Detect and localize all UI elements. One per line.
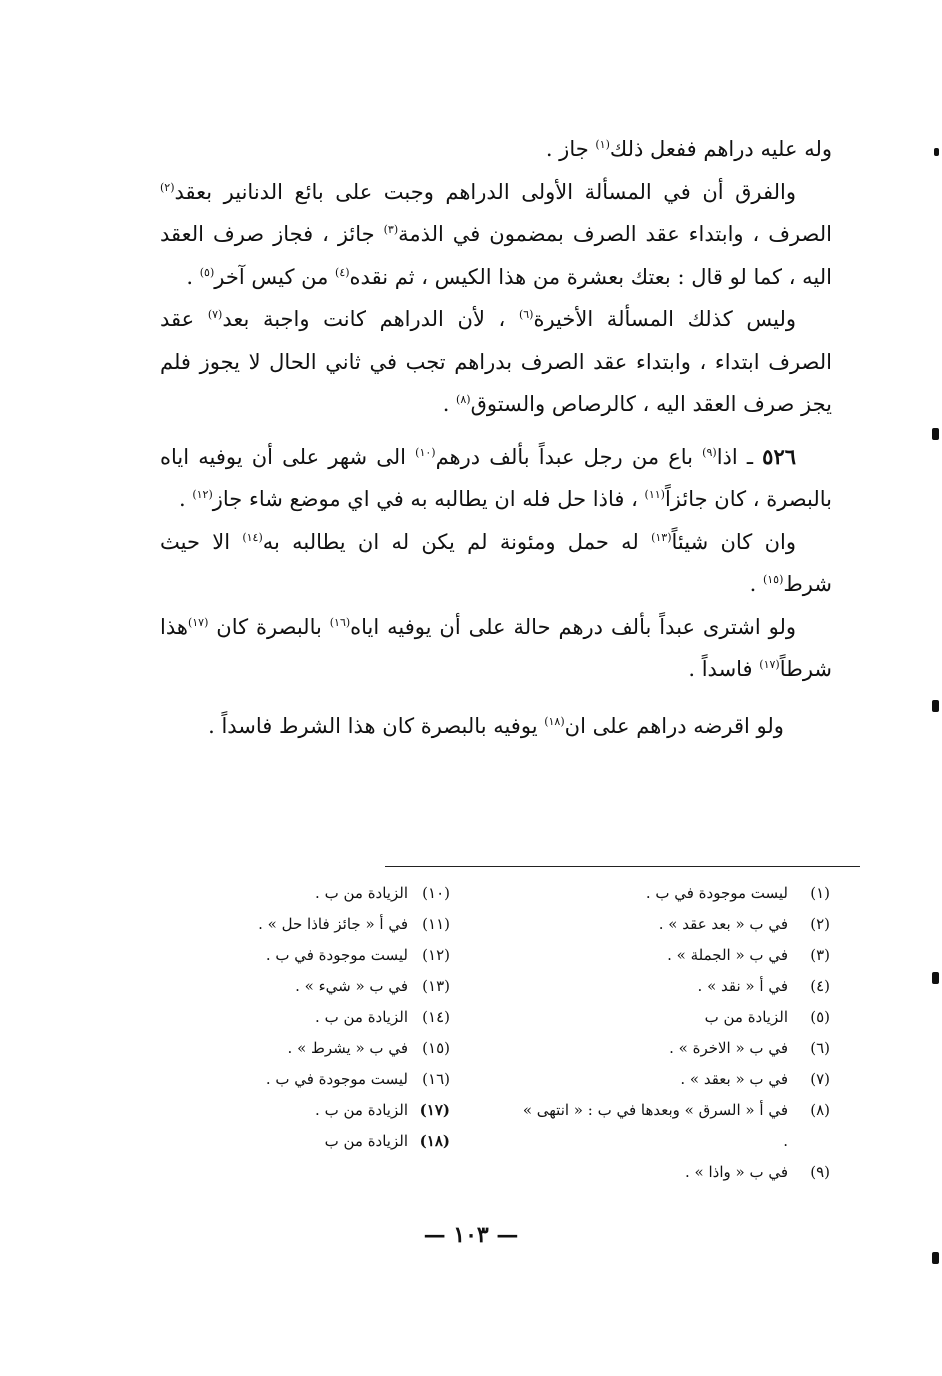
text-run: الصرف ، وابتداء عقد الصرف بمضمون في الذمة bbox=[398, 222, 832, 246]
footnote-number: (١) bbox=[810, 884, 830, 902]
footnote-ref: (١٥) bbox=[762, 573, 784, 586]
text-run: هذا شرطاً bbox=[160, 614, 832, 681]
footnote-ref: (١٠) bbox=[415, 445, 436, 459]
footnote-text: الزيادة من ب . bbox=[315, 1101, 408, 1119]
text-run: له حمل ومئونة لم يكن له ان يطالبه به bbox=[262, 529, 652, 554]
scan-edge-mark bbox=[932, 1252, 939, 1264]
footnote-ref: (٨) bbox=[456, 393, 471, 406]
footnote-ref: (٩) bbox=[702, 445, 717, 459]
footnote-text: في ب « بعقد » . bbox=[680, 1070, 788, 1088]
footnote-text: الزيادة من ب bbox=[324, 1132, 408, 1150]
footnote-item bbox=[520, 1002, 830, 1033]
text-run: جاز . bbox=[545, 137, 596, 161]
footnote-item bbox=[210, 1126, 450, 1157]
footnote-ref: (٣) bbox=[383, 223, 399, 236]
text-run: . bbox=[442, 392, 457, 416]
footnote-ref: (٤) bbox=[335, 265, 350, 279]
footnote-text: ليست موجودة في ب . bbox=[265, 1070, 408, 1088]
footnote-number: (٤) bbox=[810, 977, 830, 995]
footnote-text: في ب « الجملة » . bbox=[667, 946, 788, 964]
footnote-item bbox=[520, 940, 830, 971]
footnote-ref: (٢) bbox=[160, 180, 175, 194]
footnote-item bbox=[520, 878, 830, 909]
footnotes-left-column bbox=[210, 878, 450, 1157]
text-run: ـ اذا bbox=[716, 444, 763, 469]
footnote-ref: (١٨) bbox=[544, 714, 565, 728]
paragraph-5 bbox=[160, 521, 832, 606]
footnote-item bbox=[520, 971, 830, 1002]
footnote-number: (٣) bbox=[810, 946, 830, 964]
footnote-ref: (١٤) bbox=[242, 530, 263, 544]
footnote-item bbox=[520, 1064, 830, 1095]
footnote-item bbox=[520, 1095, 830, 1157]
footnote-item bbox=[210, 909, 450, 940]
text-run: فاسداً . bbox=[688, 657, 760, 681]
paragraph-7 bbox=[160, 705, 832, 748]
text-run: الى شهر على أن يوفيه اياه بالبصرة ، كان جائزاً bbox=[160, 444, 832, 511]
paragraph-3 bbox=[160, 298, 832, 426]
footnote-text: الزيادة من ب . bbox=[315, 1008, 408, 1026]
text-run: . bbox=[178, 487, 193, 511]
footnote-ref: (٧) bbox=[207, 308, 223, 321]
footnote-text: في ب « يشرط » . bbox=[287, 1039, 408, 1057]
footnote-number: (١٠) bbox=[422, 884, 450, 902]
footnote-item bbox=[210, 1064, 450, 1095]
footnote-ref: (١٧) bbox=[759, 658, 780, 671]
footnote-text: في ب « بعد عقد » . bbox=[658, 915, 788, 933]
text-run: باع من رجل عبداً بألف درهم bbox=[435, 444, 703, 469]
text-run: يوفيه بالبصرة كان هذا الشرط فاسداً . bbox=[208, 713, 545, 738]
footnote-number: (١٨) bbox=[419, 1132, 450, 1150]
footnote-ref: (١٢) bbox=[192, 488, 213, 501]
text-run: من كيس آخر bbox=[214, 264, 336, 289]
text-run: ولو اشترى عبداً بألف درهم حالة على أن يوفيه اياه bbox=[350, 614, 796, 639]
text-run: ، فاذا حل فله ان يطالبه به في اي موضع شاء جاز bbox=[212, 487, 645, 511]
footnote-text: الزيادة من ب . bbox=[315, 884, 408, 902]
text-run: عقد الصرف ابتداء ، وابتداء عقد الصرف بدراهم تجب في ثاني الحال لا يجوز فلم يجز صرف العقد اليه ، كالرصاص والستوق bbox=[160, 307, 832, 416]
scan-edge-mark bbox=[932, 428, 939, 440]
footnote-number: (١٤) bbox=[422, 1008, 450, 1026]
footnote-text: في ب « واذا » . bbox=[684, 1163, 788, 1181]
footnote-item bbox=[520, 909, 830, 940]
footnote-number: (٨) bbox=[810, 1101, 830, 1119]
footnote-ref: (٦) bbox=[518, 308, 534, 321]
paragraph-2 bbox=[160, 171, 832, 299]
scan-edge-mark bbox=[932, 972, 939, 984]
scan-edge-mark bbox=[934, 148, 939, 156]
text-run: جائز ، فجاز صرف العقد اليه ، كما لو قال : بعتك بعشرة من هذا الكيس ، ثم نقده bbox=[160, 222, 832, 289]
footnote-ref: (٥) bbox=[199, 265, 215, 279]
footnote-text: في ب « الاخرة » . bbox=[669, 1039, 788, 1057]
footnote-ref: (١٣) bbox=[651, 530, 672, 544]
text-run: وليس كذلك المسألة الأخيرة bbox=[533, 307, 796, 331]
footnote-text: في أ « السرق » وبعدها في ب : « انتهى » . bbox=[522, 1101, 788, 1150]
text-run: الا حيث شرط bbox=[160, 529, 832, 596]
footnote-text: في أ « نقد » . bbox=[697, 977, 788, 995]
footnote-item bbox=[210, 940, 450, 971]
footnote-ref: (١٦) bbox=[329, 615, 351, 629]
footnote-item bbox=[210, 971, 450, 1002]
footnote-number: (١٥) bbox=[422, 1039, 450, 1057]
footnote-item bbox=[520, 1033, 830, 1064]
main-text bbox=[160, 128, 832, 747]
text-run: وله عليه دراهم ففعل ذلك bbox=[609, 137, 832, 161]
text-run: وان كان شيئاً bbox=[671, 529, 796, 554]
footnote-text: في ب « شيء » . bbox=[295, 977, 408, 995]
footnote-item bbox=[210, 1033, 450, 1064]
footnote-item bbox=[210, 1002, 450, 1033]
text-run: . bbox=[749, 572, 763, 596]
footnote-number: (١٣) bbox=[422, 977, 450, 995]
footnote-text: في أ « جائز فاذا حل » . bbox=[258, 915, 408, 933]
footnote-number: (٧) bbox=[810, 1070, 830, 1088]
text-run: . bbox=[186, 264, 200, 289]
footnote-number: (١٧) bbox=[419, 1101, 450, 1119]
text-run: بالبصرة كان bbox=[208, 614, 330, 639]
paragraph-6 bbox=[160, 606, 832, 691]
footnote-number: (٢) bbox=[810, 915, 830, 933]
footnote-number: (٥) bbox=[810, 1008, 830, 1026]
text-run: ، لأن الدراهم كانت واجبة بعد bbox=[222, 307, 519, 331]
footnote-number: (٦) bbox=[810, 1039, 830, 1057]
footnote-text: الزيادة من ب bbox=[704, 1008, 788, 1026]
footnote-divider bbox=[385, 866, 860, 867]
page-number: — ١٠٣ — bbox=[423, 1222, 519, 1248]
footnotes-right-column bbox=[520, 878, 830, 1188]
footnote-item bbox=[210, 878, 450, 909]
footnote-number: (١١) bbox=[422, 915, 450, 933]
paragraph-number: ٥٢٦ bbox=[762, 443, 797, 469]
footnote-text: ليست موجودة في ب . bbox=[265, 946, 408, 964]
footnote-item bbox=[210, 1095, 450, 1126]
text-run: ولو اقرضه دراهم على ان bbox=[564, 713, 784, 738]
text-run: والفرق أن في المسألة الأولى الدراهم وجبت على بائع الدنانير بعقد bbox=[174, 179, 796, 204]
paragraph-1 bbox=[160, 128, 832, 171]
scan-edge-mark bbox=[932, 700, 939, 712]
footnote-number: (١٦) bbox=[422, 1070, 450, 1088]
footnote-text: ليست موجودة في ب . bbox=[645, 884, 788, 902]
footnote-number: (١٢) bbox=[422, 946, 450, 964]
paragraph-4 bbox=[160, 436, 832, 521]
footnote-ref: (١٧) bbox=[187, 615, 209, 629]
footnote-number: (٩) bbox=[810, 1163, 830, 1181]
footnote-ref: (١١) bbox=[644, 488, 665, 501]
footnote-ref: (١) bbox=[595, 138, 610, 151]
footnote-item bbox=[520, 1157, 830, 1188]
